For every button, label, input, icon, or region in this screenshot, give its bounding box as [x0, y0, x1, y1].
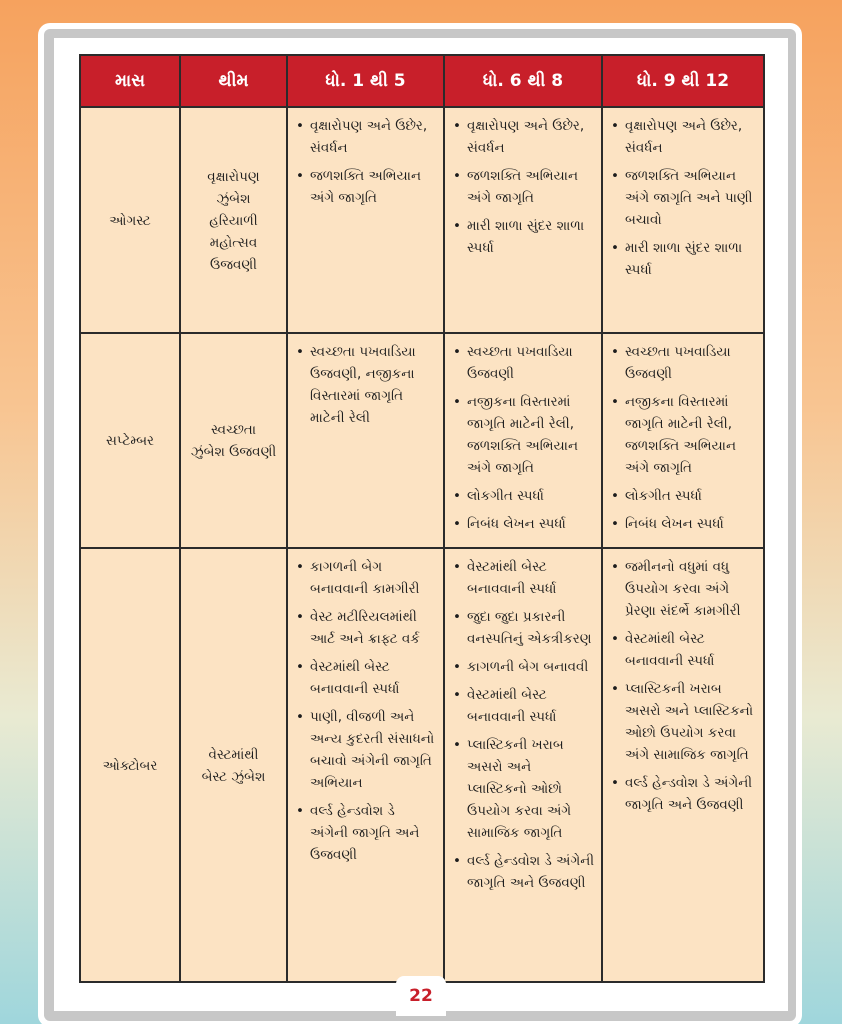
list-item: • જળશક્તિ અભિયાન અંગે જાગૃતિ — [467, 165, 595, 209]
header-month: માસ — [80, 55, 180, 107]
theme-line: ઝુંબેશ ઉજવણી — [190, 444, 277, 460]
list-item: • મારી શાળા સુંદર શાળા સ્પર્ધા — [467, 215, 595, 259]
activity-list — [451, 115, 595, 259]
list-item: • પ્લાસ્ટિકની ખરાબ અસરો અને પ્લાસ્ટિકનો ઓછો ઉપયોગ કરવા અંગે સામાજિક જાગૃતિ — [467, 734, 595, 844]
list-item: • વૃક્ષારોપણ અને ઉછેર, સંવર્ધન — [625, 115, 757, 159]
std-6-8-cell — [444, 107, 602, 333]
list-item: • લોકગીત સ્પર્ધા — [625, 485, 757, 507]
list-item: • જમીનનો વધુમાં વધુ ઉપયોગ કરવા અંગે પ્રેરણા સંદર્ભે કામગીરી — [625, 556, 757, 622]
std-9-12-cell — [602, 107, 764, 333]
theme-line: વૃક્ષારોપણ — [207, 168, 260, 185]
std-9-12-cell — [602, 548, 764, 982]
month-label: ઓગસ્ટ — [109, 212, 151, 229]
month-cell — [80, 107, 180, 333]
std-1-5-cell — [287, 333, 444, 548]
list-item: • જળશક્તિ અભિયાન અંગે જાગૃતિ — [310, 165, 437, 209]
header-std-9-12: ધો. 9 થી 12 — [602, 55, 764, 107]
list-item: • સ્વચ્છતા પખવાડિયા ઉજવણી, નજીકના વિસ્તારમાં જાગૃતિ માટેની રેલી — [310, 341, 437, 429]
list-item: • નિબંધ લેખન સ્પર્ધા — [625, 513, 757, 535]
header-std-6-8: ધો. 6 થી 8 — [444, 55, 602, 107]
header-theme: થીમ — [180, 55, 287, 107]
activity-list — [609, 115, 757, 281]
theme-line: હરિયાળી — [209, 212, 258, 229]
list-item: • વર્લ્ડ હેન્ડવોશ ડે અંગેની જાગૃતિ અને ઉજવણી — [625, 772, 757, 816]
list-item: • વૃક્ષારોપણ અને ઉછેર, સંવર્ધન — [467, 115, 595, 159]
theme-line: મહોત્સવ — [209, 234, 258, 251]
activity-list — [609, 341, 757, 535]
activity-list — [609, 556, 757, 816]
list-item: • વેસ્ટમાંથી બેસ્ટ બનાવવાની સ્પર્ધા — [467, 684, 595, 728]
list-item: • નિબંધ લેખન સ્પર્ધા — [467, 513, 595, 535]
theme-line: ઝુંબેશ — [216, 190, 251, 207]
std-6-8-cell — [444, 548, 602, 982]
theme-line: બેસ્ટ ઝુંબેશ — [201, 768, 266, 785]
activity-list — [451, 341, 595, 535]
month-label: સપ્ટેમ્બર — [105, 433, 155, 449]
list-item: • પ્લાસ્ટિકની ખરાબ અસરો અને પ્લાસ્ટિકનો ઓછો ઉપયોગ કરવા અંગે સામાજિક જાગૃતિ — [625, 678, 757, 766]
month-cell — [80, 548, 180, 982]
std-1-5-cell — [287, 548, 444, 982]
list-item: • કાગળની બેગ બનાવવી — [467, 656, 595, 678]
list-item: • કાગળની બેગ બનાવવાની કામગીરી — [310, 556, 437, 600]
list-item: • મારી શાળા સુંદર શાળા સ્પર્ધા — [625, 237, 757, 281]
theme-cell — [180, 548, 287, 982]
page-number: 22 — [396, 976, 446, 1016]
theme-cell — [180, 107, 287, 333]
list-item: • વર્લ્ડ હેન્ડવોશ ડે અંગેની જાગૃતિ અને ઉજવણી — [310, 800, 437, 866]
theme-line: વેસ્ટમાંથી — [208, 746, 259, 763]
list-item: • વેસ્ટ મટીરિયલમાંથી આર્ટ અને ક્રાફ્ટ વર્ક — [310, 606, 437, 650]
month-cell — [80, 333, 180, 548]
header-std-1-5: ધો. 1 થી 5 — [287, 55, 444, 107]
theme-cell — [180, 333, 287, 548]
activity-list — [294, 115, 437, 209]
activity-list — [451, 556, 595, 894]
table-row-october — [80, 548, 764, 982]
list-item: • સ્વચ્છતા પખવાડિયા ઉજવણી — [625, 341, 757, 385]
std-9-12-cell — [602, 333, 764, 548]
list-item: • વેસ્ટમાંથી બેસ્ટ બનાવવાની સ્પર્ધા — [625, 628, 757, 672]
list-item: • લોકગીત સ્પર્ધા — [467, 485, 595, 507]
list-item: • વૃક્ષારોપણ અને ઉછેર, સંવર્ધન — [310, 115, 437, 159]
list-item: • જુદા જુદા પ્રકારની વનસ્પતિનું એકત્રીકરણ — [467, 606, 595, 650]
table-row-september — [80, 333, 764, 548]
list-item: • નજીકના વિસ્તારમાં જાગૃતિ માટેની રેલી, જળશક્તિ અભિયાન અંગે જાગૃતિ — [625, 391, 757, 479]
list-item: • જળશક્તિ અભિયાન અંગે જાગૃતિ અને પાણી બચાવો — [625, 165, 757, 231]
list-item: • નજીકના વિસ્તારમાં જાગૃતિ માટેની રેલી, જળશક્તિ અભિયાન અંગે જાગૃતિ — [467, 391, 595, 479]
month-label: ઓક્ટોબર — [102, 757, 158, 774]
table-header-row — [80, 55, 764, 107]
activity-list — [294, 341, 437, 429]
table-row-august — [80, 107, 764, 333]
activity-list — [294, 556, 437, 866]
list-item: • વેસ્ટમાંથી બેસ્ટ બનાવવાની સ્પર્ધા — [467, 556, 595, 600]
std-6-8-cell — [444, 333, 602, 548]
list-item: • વેસ્ટમાંથી બેસ્ટ બનાવવાની સ્પર્ધા — [310, 656, 437, 700]
list-item: • સ્વચ્છતા પખવાડિયા ઉજવણી — [467, 341, 595, 385]
list-item: • વર્લ્ડ હેન્ડવોશ ડે અંગેની જાગૃતિ અને ઉજવણી — [467, 850, 595, 894]
list-item: • પાણી, વીજળી અને અન્ય કુદરતી સંસાધનો બચાવો અંગેની જાગૃતિ અભિયાન — [310, 706, 437, 794]
activity-schedule-table — [79, 54, 765, 983]
theme-line: સ્વચ્છતા — [210, 422, 257, 438]
theme-line: ઉજવણી — [209, 256, 258, 273]
std-1-5-cell — [287, 107, 444, 333]
